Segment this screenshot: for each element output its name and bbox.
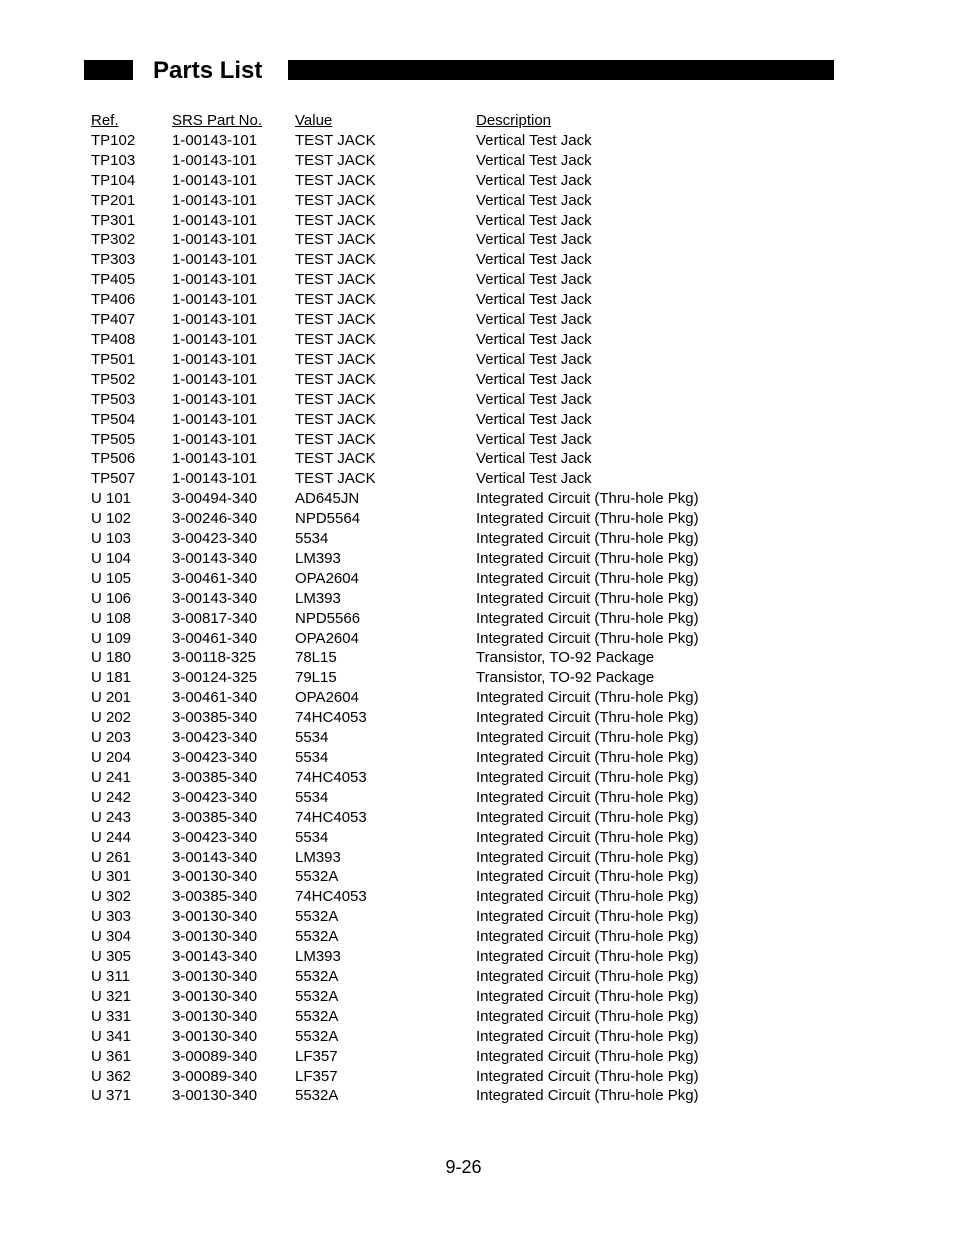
cell-ref: TP504 [91,410,136,428]
cell-value: TEST JACK [295,450,376,468]
table-row [91,808,791,828]
cell-value: OPA2604 [295,629,359,647]
cell-part-number: 3-00130-340 [172,967,258,985]
cell-ref: TP102 [91,131,136,149]
cell-ref: U 241 [91,768,132,786]
table-row [91,629,791,649]
cell-ref: U 204 [91,749,132,766]
cell-part-number: 3-00461-340 [172,689,258,707]
cell-description: Vertical Test Jack [476,330,592,348]
cell-value: TEST JACK [295,231,376,249]
cell-value: 5534 [295,729,329,747]
cell-part-number: 3-00130-340 [172,1007,258,1025]
cell-value: 5534 [295,828,329,846]
cell-part-number: 3-00494-340 [172,490,258,508]
cell-ref: U 243 [91,808,132,826]
cell-ref: TP501 [91,350,136,368]
cell-value: 5532A [295,868,339,886]
cell-description: Integrated Circuit (Thru-hole Pkg) [476,1087,699,1105]
cell-part-number: 3-00143-340 [172,848,258,866]
table-row [91,569,791,589]
cell-description: Integrated Circuit (Thru-hole Pkg) [476,868,699,886]
cell-part-number: 3-00423-340 [172,788,258,806]
cell-value: TEST JACK [295,410,376,428]
table-row [91,688,791,708]
cell-value: TEST JACK [295,330,376,348]
cell-ref: U 201 [91,689,132,707]
cell-ref: TP103 [91,151,136,169]
table-row [91,151,791,171]
table-header-row [91,111,791,131]
cell-part-number: 3-00130-340 [172,987,258,1005]
cell-ref: U 331 [91,1007,132,1025]
cell-ref: U 103 [91,530,132,548]
cell-ref: U 180 [91,649,132,667]
cell-description: Vertical Test Jack [476,191,592,209]
table-row [91,430,791,450]
cell-part-number: 3-00130-340 [172,1027,258,1045]
table-row [91,370,791,390]
table-row [91,310,791,330]
cell-part-number: 1-00143-101 [172,291,258,309]
cell-value: TEST JACK [295,151,376,169]
cell-value: 5532A [295,1087,339,1105]
cell-value: LF357 [295,1067,338,1085]
table-row [91,549,791,569]
table-row [91,1007,791,1027]
cell-part-number: 3-00461-340 [172,569,258,587]
cell-ref: U 303 [91,908,132,926]
cell-value: 5532A [295,908,339,926]
cell-part-number: 3-00423-340 [172,749,258,766]
cell-part-number: 1-00143-101 [172,311,258,329]
cell-value: TEST JACK [295,251,376,269]
cell-description: Integrated Circuit (Thru-hole Pkg) [476,510,699,528]
cell-description: Integrated Circuit (Thru-hole Pkg) [476,967,699,985]
column-header-value: Value [295,112,333,129]
cell-part-number: 1-00143-101 [172,450,258,468]
header-bar-left [84,60,133,80]
cell-part-number: 1-00143-101 [172,430,258,448]
cell-ref: TP408 [91,330,136,348]
table-row [91,250,791,270]
cell-value: 5532A [295,1007,339,1025]
cell-description: Vertical Test Jack [476,271,592,289]
column-header-part-number: SRS Part No. [172,112,263,129]
cell-description: Vertical Test Jack [476,410,592,428]
table-row [91,410,791,430]
cell-description: Integrated Circuit (Thru-hole Pkg) [476,848,699,866]
cell-value: TEST JACK [295,131,376,149]
cell-value: LM393 [295,848,341,866]
cell-ref: U 102 [91,510,132,528]
cell-description: Vertical Test Jack [476,131,592,149]
cell-ref: U 311 [91,967,130,985]
cell-description: Vertical Test Jack [476,311,592,329]
cell-ref: TP302 [91,231,136,249]
cell-description: Integrated Circuit (Thru-hole Pkg) [476,828,699,846]
table-row [91,350,791,370]
cell-ref: U 321 [91,987,132,1005]
cell-value: TEST JACK [295,350,376,368]
table-row [91,1047,791,1067]
cell-part-number: 3-00143-340 [172,549,258,567]
cell-value: LM393 [295,549,341,567]
cell-value: LM393 [295,948,341,966]
cell-description: Integrated Circuit (Thru-hole Pkg) [476,689,699,707]
cell-ref: U 305 [91,948,132,966]
cell-description: Integrated Circuit (Thru-hole Pkg) [476,729,699,747]
cell-ref: U 105 [91,569,132,587]
cell-ref: U 301 [91,868,132,886]
cell-value: 5532A [295,928,339,946]
cell-value: 5532A [295,967,339,985]
cell-ref: U 341 [91,1027,132,1045]
cell-description: Integrated Circuit (Thru-hole Pkg) [476,609,699,627]
cell-part-number: 1-00143-101 [172,191,258,209]
cell-ref: U 304 [91,928,132,946]
table-row [91,1086,791,1106]
table-row [91,589,791,609]
cell-description: Integrated Circuit (Thru-hole Pkg) [476,549,699,567]
cell-part-number: 3-00817-340 [172,609,258,627]
cell-ref: U 108 [91,609,132,627]
cell-value: LM393 [295,589,341,607]
cell-description: Vertical Test Jack [476,231,592,249]
table-row [91,648,791,668]
cell-value: NPD5566 [295,609,361,627]
table-row [91,987,791,1007]
cell-description: Integrated Circuit (Thru-hole Pkg) [476,888,699,906]
table-row [91,768,791,788]
cell-ref: U 109 [91,629,132,647]
cell-description: Integrated Circuit (Thru-hole Pkg) [476,928,699,946]
cell-description: Integrated Circuit (Thru-hole Pkg) [476,1007,699,1025]
cell-value: TEST JACK [295,191,376,209]
cell-description: Integrated Circuit (Thru-hole Pkg) [476,788,699,806]
cell-description: Integrated Circuit (Thru-hole Pkg) [476,908,699,926]
cell-part-number: 3-00423-340 [172,729,258,747]
cell-value: 74HC4053 [295,888,367,906]
cell-ref: TP405 [91,271,136,289]
cell-ref: TP505 [91,430,136,448]
cell-part-number: 3-00246-340 [172,510,258,528]
cell-part-number: 3-00461-340 [172,629,258,647]
cell-part-number: 3-00385-340 [172,709,258,727]
cell-value: 5534 [295,530,329,548]
cell-value: TEST JACK [295,430,376,448]
page-number: 9-26 [445,1157,482,1177]
cell-ref: U 361 [91,1047,132,1065]
cell-description: Integrated Circuit (Thru-hole Pkg) [476,808,699,826]
table-row [91,828,791,848]
page-title: Parts List [153,57,263,84]
cell-description: Transistor, TO-92 Package [476,669,655,687]
cell-value: OPA2604 [295,689,359,707]
cell-ref: TP503 [91,390,136,408]
cell-description: Integrated Circuit (Thru-hole Pkg) [476,749,699,766]
cell-part-number: 1-00143-101 [172,131,258,149]
table-row [91,131,791,151]
cell-description: Integrated Circuit (Thru-hole Pkg) [476,987,699,1005]
cell-description: Integrated Circuit (Thru-hole Pkg) [476,709,699,727]
cell-description: Integrated Circuit (Thru-hole Pkg) [476,530,699,548]
table-row [91,788,791,808]
table-body [91,131,791,1106]
cell-part-number: 3-00385-340 [172,768,258,786]
cell-value: TEST JACK [295,370,376,388]
cell-value: 74HC4053 [295,808,367,826]
table-row [91,927,791,947]
cell-value: TEST JACK [295,470,376,488]
cell-value: TEST JACK [295,390,376,408]
cell-ref: TP507 [91,470,136,488]
cell-part-number: 1-00143-101 [172,151,258,169]
cell-ref: TP303 [91,251,136,269]
cell-value: TEST JACK [295,271,376,289]
cell-description: Vertical Test Jack [476,370,592,388]
cell-ref: TP502 [91,370,136,388]
cell-ref: U 203 [91,729,132,747]
cell-ref: U 202 [91,709,132,727]
parts-table [91,111,791,1106]
cell-description: Vertical Test Jack [476,350,592,368]
cell-part-number: 3-00089-340 [172,1067,258,1085]
table-row [91,1067,791,1087]
table-row [91,509,791,529]
cell-ref: U 106 [91,589,132,607]
cell-value: TEST JACK [295,171,376,189]
table-row [91,529,791,549]
cell-part-number: 3-00124-325 [172,669,258,687]
cell-value: AD645JN [295,490,360,508]
cell-part-number: 1-00143-101 [172,271,258,289]
cell-ref: U 362 [91,1067,132,1085]
cell-ref: U 371 [91,1087,132,1105]
cell-value: 5534 [295,749,329,766]
cell-value: 79L15 [295,669,337,687]
cell-part-number: 1-00143-101 [172,410,258,428]
table-row [91,668,791,688]
cell-part-number: 1-00143-101 [172,390,258,408]
cell-description: Vertical Test Jack [476,171,592,189]
table-row [91,848,791,868]
cell-value: 78L15 [295,649,337,667]
table-row [91,867,791,887]
cell-part-number: 1-00143-101 [172,330,258,348]
cell-part-number: 1-00143-101 [172,370,258,388]
cell-description: Vertical Test Jack [476,151,592,169]
cell-ref: TP104 [91,171,136,189]
cell-ref: TP201 [91,191,136,209]
table-row [91,947,791,967]
cell-description: Integrated Circuit (Thru-hole Pkg) [476,629,699,647]
cell-value: LF357 [295,1047,338,1065]
table-row [91,887,791,907]
cell-ref: U 244 [91,828,132,846]
cell-value: 74HC4053 [295,768,367,786]
cell-value: 5532A [295,987,339,1005]
cell-part-number: 1-00143-101 [172,350,258,368]
table-row [91,330,791,350]
cell-part-number: 3-00089-340 [172,1047,258,1065]
table-row [91,708,791,728]
table-row [91,728,791,748]
cell-part-number: 3-00143-340 [172,589,258,607]
table-row [91,1027,791,1047]
cell-description: Vertical Test Jack [476,470,592,488]
cell-description: Vertical Test Jack [476,390,592,408]
table-row [91,390,791,410]
header-bar-right [288,60,834,80]
table-row [91,748,791,768]
cell-part-number: 1-00143-101 [172,171,258,189]
table-row [91,469,791,489]
cell-ref: TP506 [91,450,136,468]
table-row [91,191,791,211]
cell-value: TEST JACK [295,291,376,309]
table-row [91,489,791,509]
cell-value: NPD5564 [295,510,361,528]
cell-value: TEST JACK [295,311,376,329]
cell-part-number: 3-00118-325 [172,649,256,667]
cell-part-number: 3-00143-340 [172,948,258,966]
cell-part-number: 3-00423-340 [172,828,258,846]
table-row [91,270,791,290]
cell-description: Vertical Test Jack [476,291,592,309]
cell-ref: U 181 [91,669,132,687]
cell-description: Integrated Circuit (Thru-hole Pkg) [476,490,699,508]
table-row [91,967,791,987]
cell-part-number: 3-00130-340 [172,928,258,946]
cell-description: Vertical Test Jack [476,251,592,269]
cell-value: OPA2604 [295,569,359,587]
column-header-ref: Ref. [91,112,119,129]
table-row [91,230,791,250]
cell-part-number: 3-00130-340 [172,868,258,886]
cell-part-number: 1-00143-101 [172,211,258,229]
cell-ref: U 242 [91,788,132,806]
cell-ref: TP301 [91,211,136,229]
cell-description: Vertical Test Jack [476,430,592,448]
table-row [91,449,791,469]
cell-description: Transistor, TO-92 Package [476,649,655,667]
cell-value: 5532A [295,1027,339,1045]
cell-description: Integrated Circuit (Thru-hole Pkg) [476,1067,699,1085]
cell-description: Vertical Test Jack [476,211,592,229]
cell-part-number: 1-00143-101 [172,251,258,269]
cell-description: Integrated Circuit (Thru-hole Pkg) [476,589,699,607]
cell-part-number: 3-00130-340 [172,1087,258,1105]
cell-description: Vertical Test Jack [476,450,592,468]
cell-ref: U 261 [91,848,132,866]
cell-ref: TP407 [91,311,136,329]
cell-part-number: 1-00143-101 [172,231,258,249]
cell-part-number: 3-00130-340 [172,908,258,926]
cell-description: Integrated Circuit (Thru-hole Pkg) [476,1047,699,1065]
table-row [91,171,791,191]
cell-part-number: 1-00143-101 [172,470,258,488]
cell-ref: U 302 [91,888,132,906]
column-header-description: Description [476,112,552,129]
cell-ref: U 104 [91,549,132,567]
cell-part-number: 3-00423-340 [172,530,258,548]
cell-description: Integrated Circuit (Thru-hole Pkg) [476,768,699,786]
table-row [91,907,791,927]
cell-part-number: 3-00385-340 [172,888,258,906]
cell-ref: U 101 [91,490,132,508]
table-row [91,211,791,231]
cell-value: TEST JACK [295,211,376,229]
table-row [91,609,791,629]
cell-value: 5534 [295,788,329,806]
cell-value: 74HC4053 [295,709,367,727]
cell-description: Integrated Circuit (Thru-hole Pkg) [476,1027,699,1045]
table-row [91,290,791,310]
cell-description: Integrated Circuit (Thru-hole Pkg) [476,569,699,587]
cell-ref: TP406 [91,291,136,309]
cell-description: Integrated Circuit (Thru-hole Pkg) [476,948,699,966]
cell-part-number: 3-00385-340 [172,808,258,826]
